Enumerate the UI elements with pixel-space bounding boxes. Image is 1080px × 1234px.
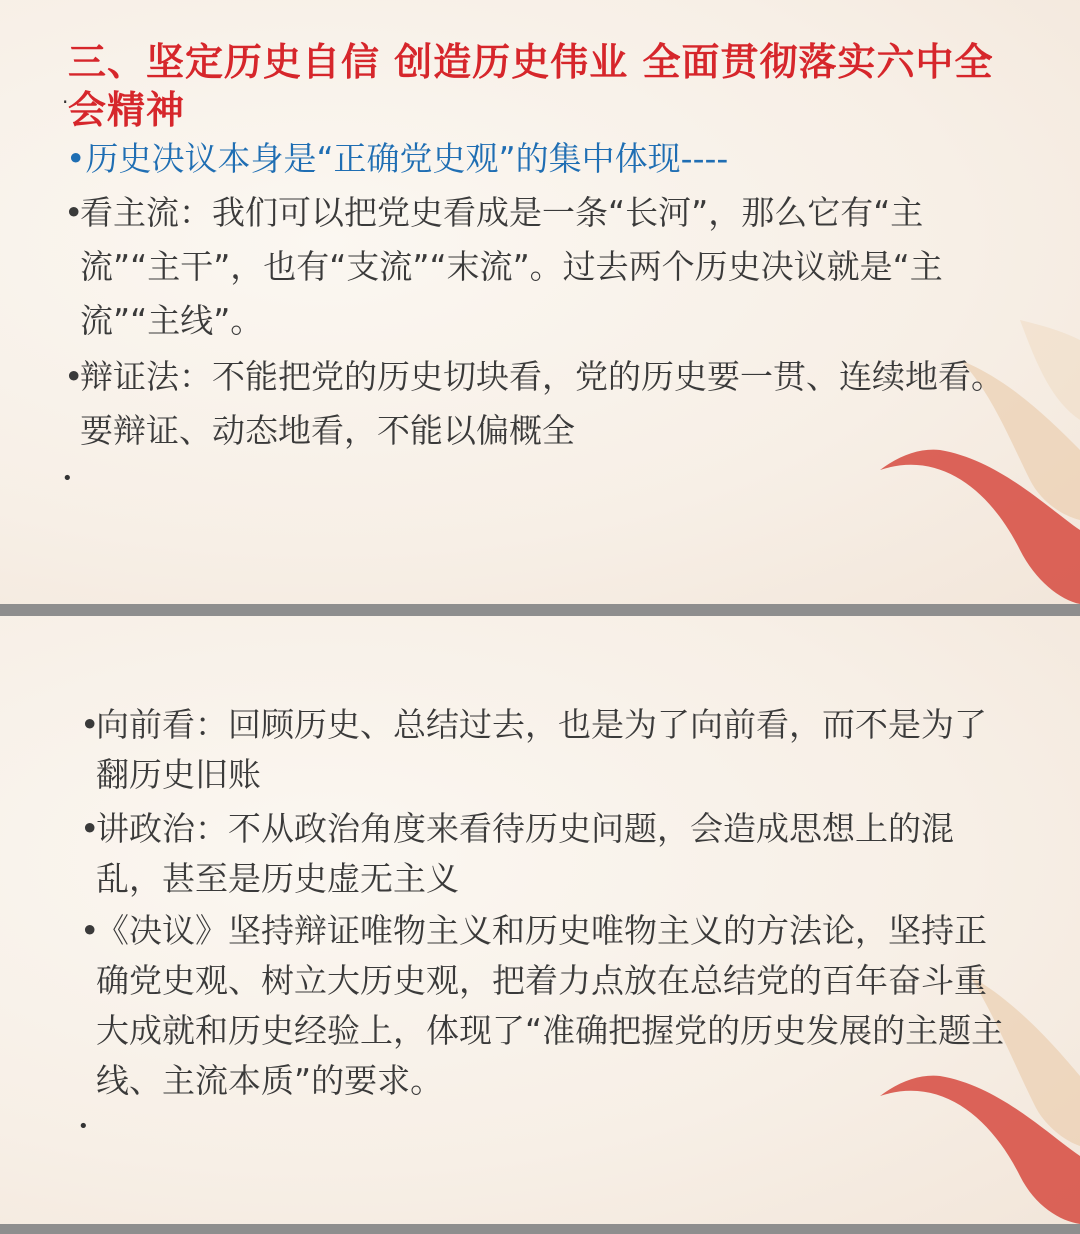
slide-title: 三、坚定历史自信 创造历史伟业 全面贯彻落实六中全会精神 <box>68 40 994 132</box>
bullet-icon: • <box>80 809 100 848</box>
stray-dot: · <box>62 90 69 114</box>
paragraph-text: 《决议》坚持辩证唯物主义和历史唯物主义的方法论，坚持正确党史观、树立大历史观，把着力点放在总结党的百年奋斗重大成就和历史经验上，体现了“准确把握党的历史发展的主题主线、主流本质”的要求。 <box>96 911 1005 1100</box>
paragraph-text: 看主流：我们可以把党史看成是一条“长河”，那么它有“主流”“主干”，也有“支流”“末流”。过去两个历史决议就是“主流”“主线”。 <box>80 193 943 340</box>
slide-1 <box>0 0 1080 604</box>
slide-divider <box>0 1224 1080 1234</box>
paragraph-look-forward <box>80 700 1016 800</box>
paragraph-mainstream <box>64 186 1020 348</box>
stray-dot: • <box>78 1116 89 1137</box>
subtitle: •历史决议本身是“正确党史观”的集中体现---- <box>66 139 729 178</box>
paragraph-resolution <box>80 906 1016 1106</box>
paragraph-text: 讲政治：不从政治角度来看待历史问题，会造成思想上的混乱，甚至是历史虚无主义 <box>96 809 954 898</box>
slide-divider <box>0 604 1080 616</box>
bullet-icon: • <box>80 705 100 744</box>
paragraph-text: 辩证法：不能把党的历史切块看，党的历史要一贯、连续地看。要辩证、动态地看，不能以偏概全 <box>80 357 1004 450</box>
bullet-icon: • <box>64 193 84 232</box>
paragraph-politics <box>80 804 1016 904</box>
paragraph-text: 向前看：回顾历史、总结过去，也是为了向前看，而不是为了翻历史旧账 <box>96 705 987 794</box>
slide-2 <box>0 616 1080 1224</box>
stray-dot: • <box>62 468 73 489</box>
bullet-icon: • <box>64 357 84 396</box>
bullet-icon: • <box>80 911 100 950</box>
paragraph-dialectics <box>64 350 1020 458</box>
